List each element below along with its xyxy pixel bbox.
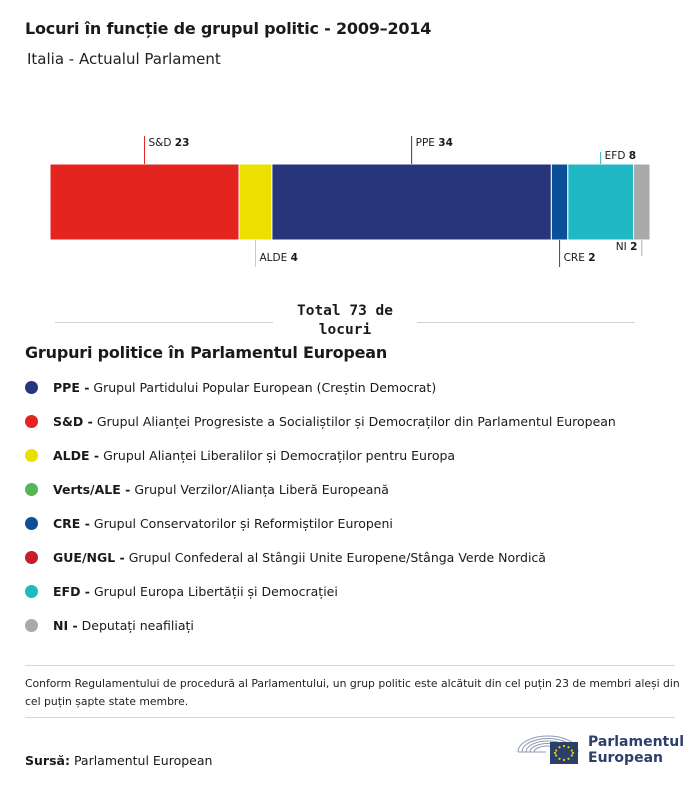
data-label-cre: CRE 2 bbox=[563, 252, 596, 264]
legend-dot-icon bbox=[25, 415, 38, 428]
legend-abbr: NI - bbox=[53, 617, 78, 633]
legend-label: Deputați neafiliați bbox=[81, 617, 194, 633]
legend-abbr: Verts/ALE - bbox=[53, 481, 131, 497]
total-label: Total 73 de locuri bbox=[296, 303, 394, 338]
legend-title: Grupuri politice în Parlamentul European bbox=[25, 343, 388, 362]
data-label-ppe: PPE 34 bbox=[415, 137, 453, 149]
legend-abbr: CRE - bbox=[53, 515, 90, 531]
legend-abbr: PPE - bbox=[53, 379, 90, 395]
legend-label: Grupul Alianței Progresiste a Socialiștilor și Democraților din Parlamentul European bbox=[96, 413, 616, 429]
source-label: Sursă: bbox=[25, 753, 70, 768]
data-label-s-d: S&D 23 bbox=[148, 137, 190, 149]
chart-title: Locuri în funcție de grupul politic - 2009–2014 bbox=[25, 19, 432, 38]
legend-abbr: S&D - bbox=[53, 413, 93, 429]
bar-segment-ppe bbox=[272, 164, 551, 240]
legend bbox=[25, 370, 685, 642]
legend-abbr: ALDE - bbox=[53, 447, 100, 463]
legend-item bbox=[25, 574, 685, 608]
legend-item bbox=[25, 404, 685, 438]
bar-segment-cre bbox=[551, 164, 567, 240]
legend-item bbox=[25, 608, 685, 642]
legend-dot-icon bbox=[25, 585, 38, 598]
logo-line2: European bbox=[588, 750, 663, 766]
logo-line1: Parlamentul bbox=[588, 734, 684, 750]
legend-item bbox=[25, 370, 685, 404]
legend-label: Grupul Conservatorilor și Reformiștilor Europeni bbox=[93, 515, 393, 531]
logo-text bbox=[588, 734, 684, 766]
legend-dot-icon bbox=[25, 517, 38, 530]
legend-dot-icon bbox=[25, 551, 38, 564]
legend-label: Grupul Europa Libertății și Democrației bbox=[94, 583, 338, 599]
total-divider-left bbox=[55, 322, 273, 323]
hemicycle-icon bbox=[516, 728, 582, 768]
footnote: Conform Regulamentului de procedură al Parlamentului, un grup politic este alcătuit din cel puțin 23 de membri aleși din cel puțin șapte state membre. bbox=[25, 677, 680, 708]
legend-abbr: GUE/NGL - bbox=[53, 549, 125, 565]
source-value: Parlamentul European bbox=[73, 753, 213, 768]
bar-segment-ni bbox=[634, 164, 650, 240]
divider bbox=[25, 665, 675, 666]
bar-segment-s-d bbox=[50, 164, 239, 240]
legend-label: Grupul Alianței Liberalilor și Democraților pentru Europa bbox=[103, 447, 456, 463]
legend-dot-icon bbox=[25, 483, 38, 496]
legend-dot-icon bbox=[25, 449, 38, 462]
divider bbox=[25, 717, 675, 718]
legend-label: Grupul Confederal al Stângii Unite Europene/Stânga Verde Nordică bbox=[128, 549, 546, 565]
legend-label: Grupul Partidului Popular European (Creștin Democrat) bbox=[93, 379, 437, 395]
legend-item bbox=[25, 506, 685, 540]
total-seats bbox=[55, 300, 635, 344]
legend-dot-icon bbox=[25, 619, 38, 632]
bar-segment-efd bbox=[568, 164, 634, 240]
legend-item bbox=[25, 438, 685, 472]
stacked-bar-chart bbox=[0, 120, 700, 285]
chart-subtitle: Italia - Actualul Parlament bbox=[27, 50, 221, 68]
data-label-efd: EFD 8 bbox=[604, 150, 637, 162]
source bbox=[25, 753, 212, 768]
legend-item bbox=[25, 472, 685, 506]
legend-dot-icon bbox=[25, 381, 38, 394]
legend-label: Grupul Verzilor/Alianța Liberă Europeană bbox=[134, 481, 389, 497]
european-parliament-logo bbox=[516, 728, 684, 768]
bar-segment-alde bbox=[239, 164, 272, 240]
legend-item bbox=[25, 540, 685, 574]
total-divider-right bbox=[417, 322, 635, 323]
data-label-alde: ALDE 4 bbox=[259, 252, 298, 264]
data-label-ni: NI 2 bbox=[615, 241, 638, 253]
legend-abbr: EFD - bbox=[53, 583, 90, 599]
